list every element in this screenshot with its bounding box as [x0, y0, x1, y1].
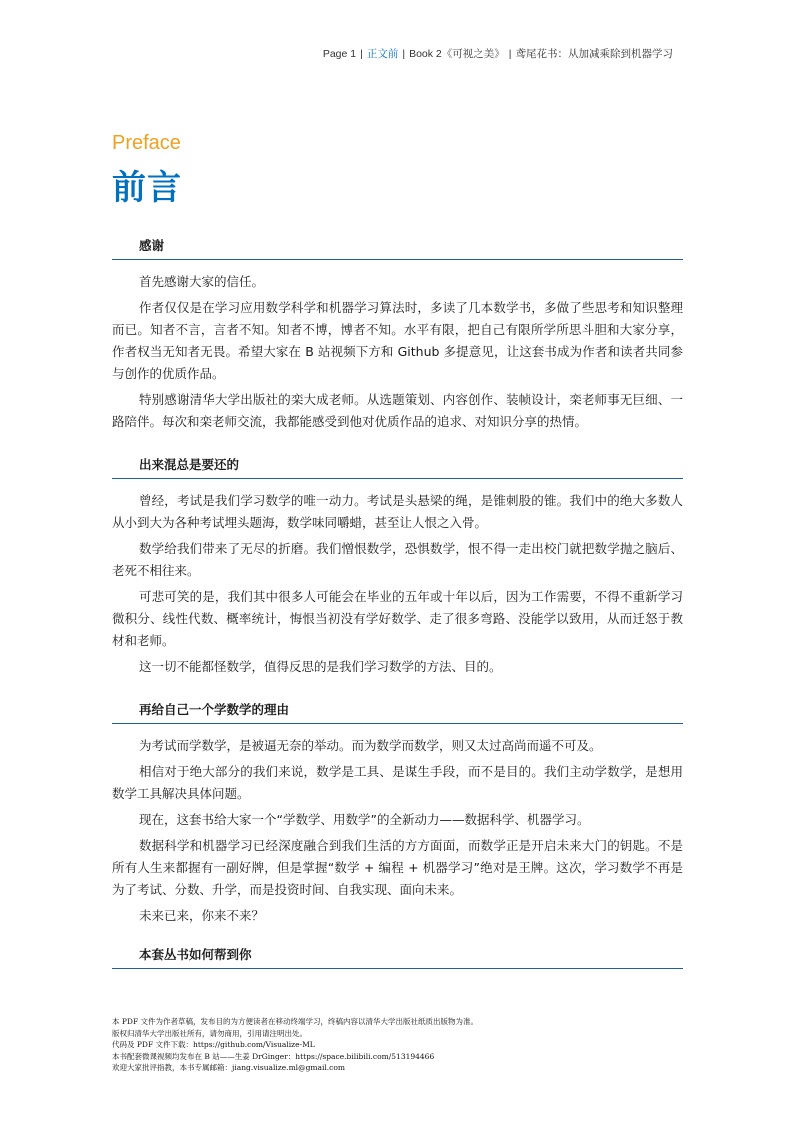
- paragraph: 现在，这套书给大家一个“学数学、用数学”的全新动力——数据科学、机器学习。: [139, 812, 590, 827]
- paragraph: 作者仅仅是在学习应用数学科学和机器学习算法时，多读了几本数学书，多做了些思考和知识整理而已。知者不言，言者不知。知者不博，博者不知。水平有限，把自己有限所学所思斗胆和大家分享，作者权当无知者无畏。希望大家在 B 站视频下方和 Github 多提意见，让这套书成为作者和读者共同参与创作的优质作品。: [112, 300, 683, 381]
- footer-line: 欢迎大家批评指教，本书专属邮箱：jiang.visualize.ml@gmail.com: [112, 1063, 345, 1072]
- section-heading-reason: 再给自己一个学数学的理由: [112, 700, 683, 724]
- paragraph: 可悲可笑的是，我们其中很多人可能会在毕业的五年或十年以后，因为工作需要，不得不重新学习微积分、线性代数、概率统计，悔恨当初没有学好数学、走了很多弯路、没能学以致用，从而迁怒于教材和老师。: [112, 589, 683, 648]
- paragraph: 数据科学和机器学习已经深度融合到我们生活的方方面面，而数学正是开启未来大门的钥匙。不是所有人生来都握有一副好牌，但是掌握“数学 + 编程 + 机器学习”绝对是王牌。这次，学习数学不再是为了考试、分数、升学，而是投资时间、自我实现、面向未来。: [112, 838, 683, 897]
- main-content: [112, 236, 683, 980]
- paragraph: 这一切不能都怪数学，值得反思的是我们学习数学的方法、目的。: [139, 659, 502, 674]
- header-series: 鸢尾花书：从加减乘除到机器学习: [515, 48, 673, 60]
- footer-line: 代码及 PDF 文件下载：https://github.com/Visualize-ML: [112, 1040, 315, 1049]
- running-header: Page 1 | 正文前 | Book 2《可视之美》 | 鸢尾花书：从加减乘除到机器学习: [322, 48, 673, 60]
- paragraph: 特别感谢清华大学出版社的栾大成老师。从选题策划、内容创作、装帧设计，栾老师事无巨细、一路陪伴。每次和栾老师交流，我都能感受到他对优质作品的追求、对知识分享的热情。: [112, 392, 683, 429]
- footer-notes: [112, 1016, 478, 1074]
- footer-line: 本书配套微课视频均发布在 B 站——生姜 DrGinger：https://space.bilibili.com/513194466: [112, 1051, 435, 1061]
- paragraph: 为考试而学数学，是被逼无奈的举动。而为数学而数学，则又太过高尚而遥不可及。: [139, 738, 602, 753]
- paragraph: 未来已来，你来不来？: [139, 908, 265, 923]
- header-page-number: Page 1: [322, 48, 357, 60]
- paragraph: 数学给我们带来了无尽的折磨。我们憎恨数学，恐惧数学，恨不得一走出校门就把数学抛之脑后、老死不相往来。: [112, 541, 683, 578]
- paragraph: 首先感谢大家的信任。: [139, 274, 265, 289]
- footer-line: 版权归清华大学出版社所有，请勿商用，引用请注明出处。: [112, 1028, 307, 1038]
- paragraph: 曾经，考试是我们学习数学的唯一动力。考试是头悬梁的绳，是锥刺股的锥。我们中的绝大多数人从小到大为各种考试埋头题海，数学味同嚼蜡，甚至让人恨之入骨。: [112, 493, 683, 530]
- header-section: 正文前: [366, 48, 399, 60]
- preface-title-en: Preface: [112, 132, 181, 154]
- preface-title-cn: 前言: [112, 168, 182, 208]
- section-heading-thanks: 感谢: [112, 236, 683, 260]
- section-heading-how-help: 本套丛书如何帮到你: [112, 945, 683, 969]
- footer-line: 本 PDF 文件为作者草稿，发布目的为方便读者在移动终端学习，终稿内容以清华大学出版社纸质出版物为准。: [112, 1017, 479, 1026]
- header-book: Book 2《可视之美》: [409, 48, 505, 60]
- paragraph: 相信对于绝大部分的我们来说，数学是工具、是谋生手段，而不是目的。我们主动学数学，是想用数学工具解决具体问题。: [112, 764, 683, 801]
- section-heading-payback: 出来混总是要还的: [112, 455, 683, 479]
